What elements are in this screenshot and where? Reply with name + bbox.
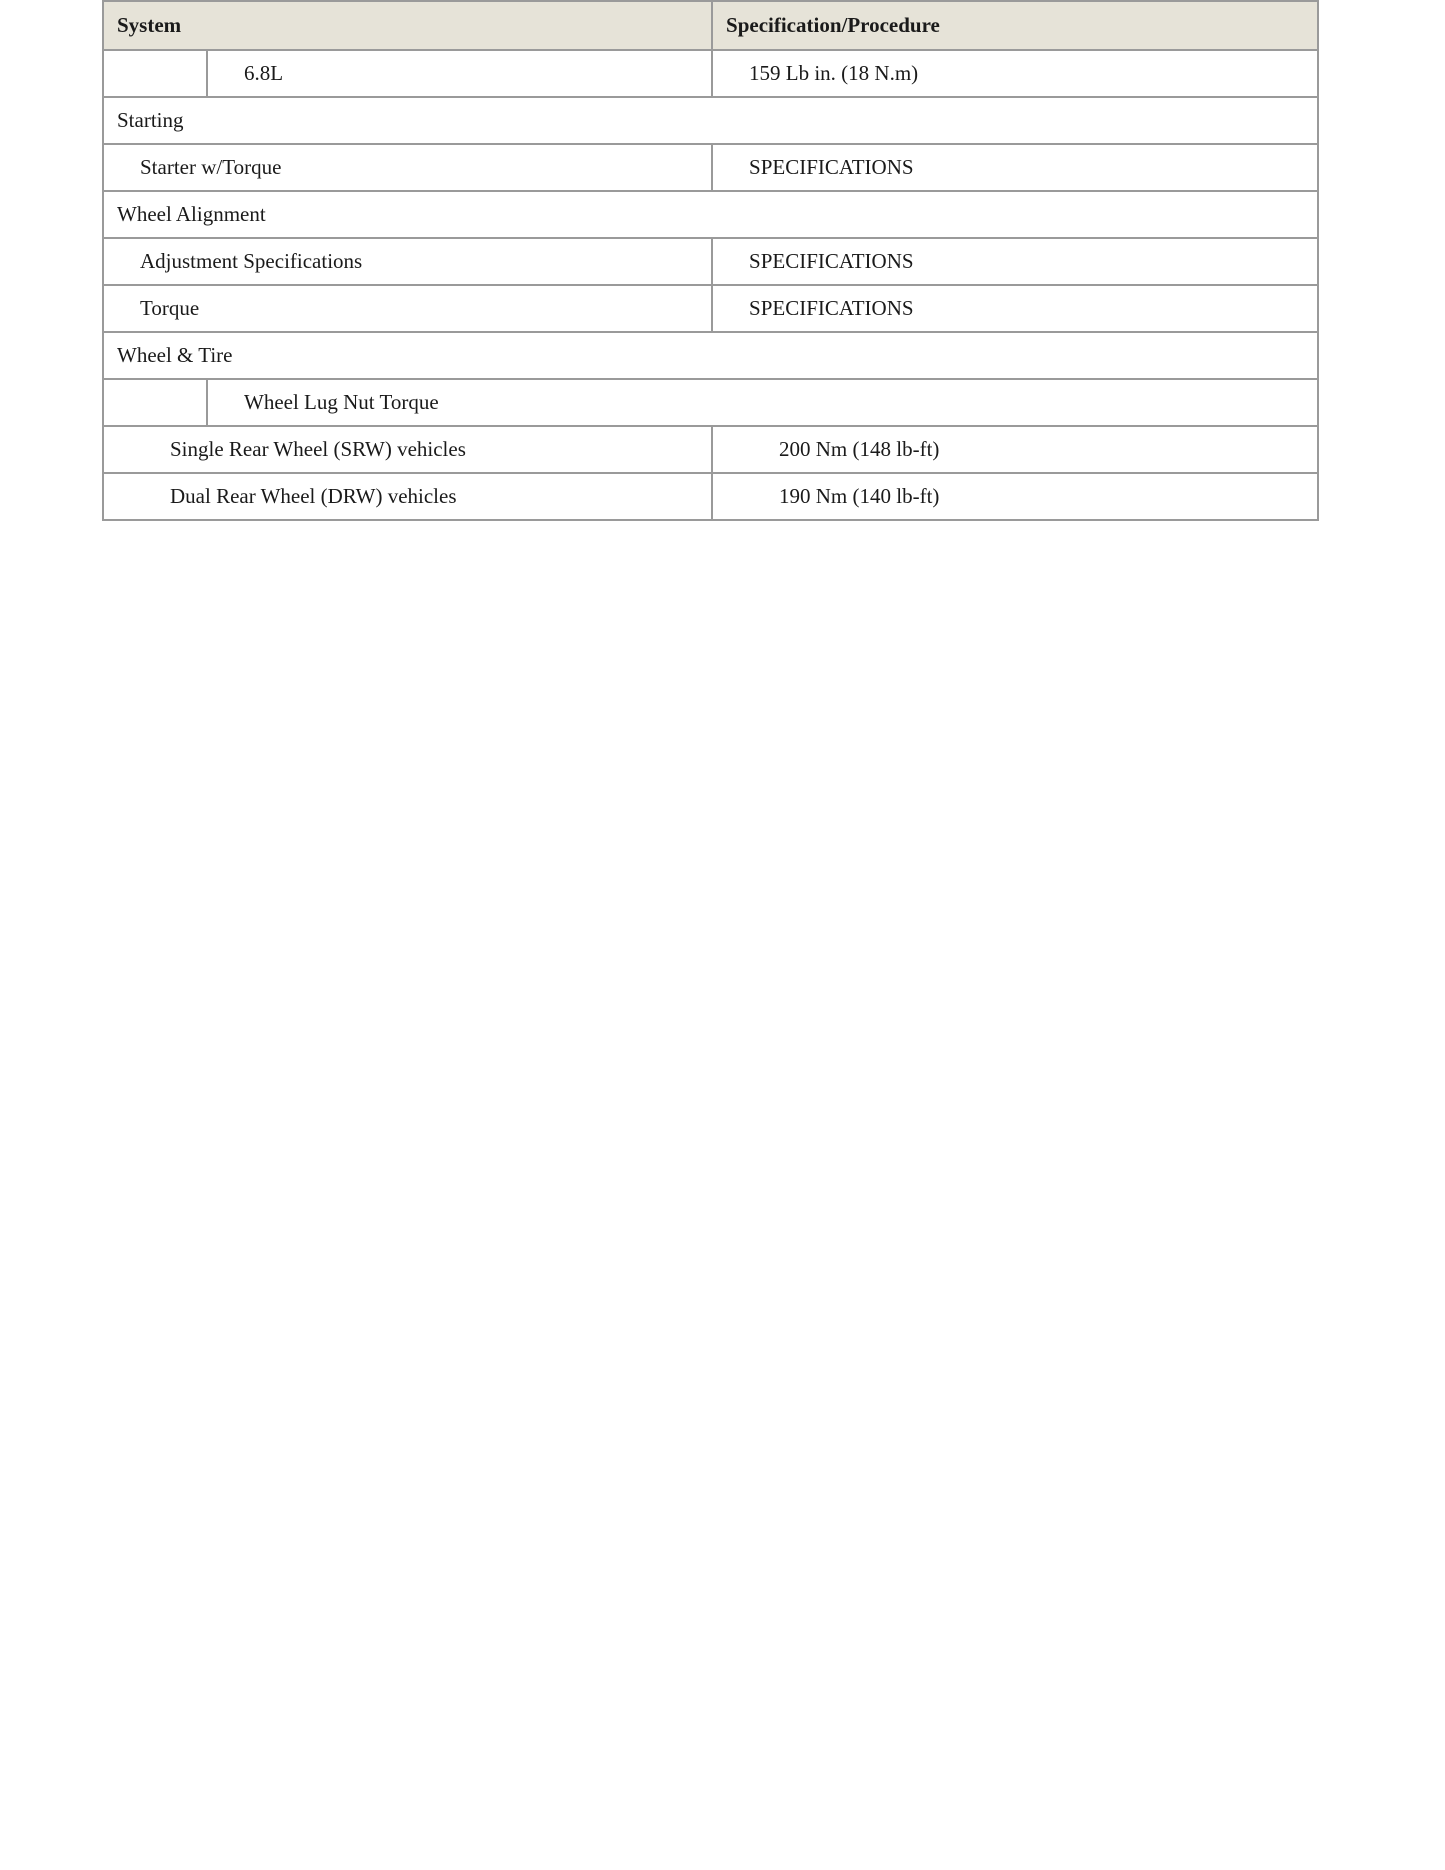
row-spec-starter-torque: SPECIFICATIONS: [712, 144, 1318, 191]
row-label-srw: Single Rear Wheel (SRW) vehicles: [103, 426, 712, 473]
specifications-table: [102, 0, 1319, 521]
table-body: [103, 50, 1318, 520]
row-label-wheel-lug-nut-torque: Wheel Lug Nut Torque: [207, 379, 1318, 426]
table-row: [103, 426, 1318, 473]
section-starting: Starting: [103, 97, 1318, 144]
header-specification: Specification/Procedure: [712, 1, 1318, 50]
table-row: [103, 50, 1318, 97]
table-row: [103, 191, 1318, 238]
row-spec-srw: 200 Nm (148 lb-ft): [712, 426, 1318, 473]
section-wheel-tire: Wheel & Tire: [103, 332, 1318, 379]
row-label-6-8l: 6.8L: [207, 50, 712, 97]
table-row: [103, 97, 1318, 144]
row-spec-drw: 190 Nm (140 lb-ft): [712, 473, 1318, 520]
row-label-torque: Torque: [103, 285, 712, 332]
row-label-adjustment-specifications: Adjustment Specifications: [103, 238, 712, 285]
section-wheel-alignment: Wheel Alignment: [103, 191, 1318, 238]
table-header: [103, 1, 1318, 50]
table-row: [103, 473, 1318, 520]
table-row: [103, 332, 1318, 379]
header-system: System: [103, 1, 712, 50]
blank-indent-cell: [103, 379, 207, 426]
blank-indent-cell: [103, 50, 207, 97]
row-spec-adjustment-specifications: SPECIFICATIONS: [712, 238, 1318, 285]
table-row: [103, 379, 1318, 426]
row-label-starter-torque: Starter w/Torque: [103, 144, 712, 191]
table-row: [103, 285, 1318, 332]
row-spec-torque: SPECIFICATIONS: [712, 285, 1318, 332]
table-row: [103, 238, 1318, 285]
row-label-drw: Dual Rear Wheel (DRW) vehicles: [103, 473, 712, 520]
table-row: [103, 144, 1318, 191]
row-spec-6-8l: 159 Lb in. (18 N.m): [712, 50, 1318, 97]
header-row: [103, 1, 1318, 50]
